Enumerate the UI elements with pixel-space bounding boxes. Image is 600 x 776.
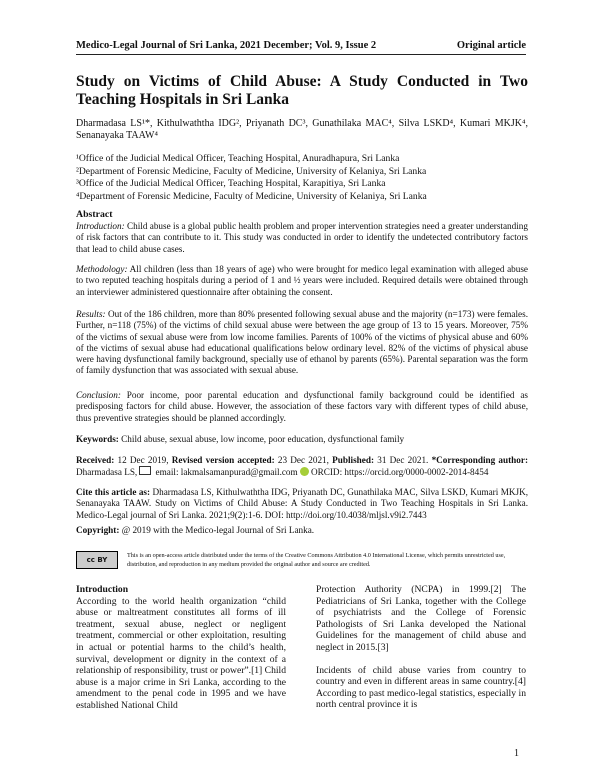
methodology-label: Methodology: <box>76 264 128 274</box>
page-number: 1 <box>514 748 519 759</box>
intro-right-column <box>316 584 526 711</box>
methodology-text: All children (less than 18 years of age) who were brought for medico legal examination with alleged abuse to two reputed teaching hospitals during a period of 1 and ½ years were included. Required details were obtained through an interviewer administered questionnaire after obtaining the consent. <box>76 264 528 297</box>
copyright-text: @ 2019 with the Medico-legal Journal of Sri Lanka. <box>121 525 315 535</box>
conclusion-text: Poor income, poor parental education and dysfunctional family background could be identified as predisposing factors for child abuse. However, the association of these factors vary with different types of child abuse, thus preventive strategies should be planned accordingly. <box>76 390 528 423</box>
intro-right-paragraph-1: Protection Authority (NCPA) in 1999.[2] The Pediatricians of Sri Lanka, together with the College of psychiatrists and the College of Forensic Pathologists of Sri Lanka developed the National Guidelines for the management of child abuse and neglect in 2015.[3] <box>316 584 526 653</box>
affiliation-2: ²Department of Forensic Medicine, Faculty of Medicine, University of Kelaniya, Sri Lanka <box>76 166 427 177</box>
orcid-link[interactable]: ORCID: https://orcid.org/0000-0002-2014-8454 <box>310 467 489 478</box>
results-label: Results: <box>76 309 106 319</box>
author-list: Dharmadasa LS¹*, Kithulwaththa IDG², Priyanath DC³, Gunathilaka MAC⁴, Silva LSKD⁴, Kumari MKJK⁴, Senanayaka TAAW⁴ <box>76 118 528 141</box>
keywords-label: Keywords: <box>76 434 119 444</box>
keywords <box>76 434 528 445</box>
abstract-methodology <box>76 264 528 298</box>
published-date: 31 Dec 2021. <box>377 455 429 465</box>
corresponding-label: *Corresponding author: <box>431 455 529 465</box>
abstract-heading: Abstract <box>76 209 113 220</box>
cite-label: Cite this article as: <box>76 487 151 497</box>
abstract-introduction <box>76 221 528 255</box>
article-type: Original article <box>456 40 526 51</box>
intro-left-text: According to the world health organization “child abuse or maltreatment constitutes all forms of ill treatment, sexual abuse, neglect or negligent treatment, commercial or other exploitation, resulting in actual or potential harms to the child’s health, survival, development or dignity in the context of a relationship of responsibility, trust or power”.[1] Child abuse is a major crime in Sri Lanka, according to the amendment to the penal code in 1995 and we have established National Child <box>76 595 286 711</box>
keywords-text: Child abuse, sexual abuse, low income, poor education, dysfunctional family <box>121 434 405 444</box>
published-label: Published: <box>332 455 375 465</box>
revised-date: 23 Dec 2021, <box>277 455 329 465</box>
introduction-text: Child abuse is a global public health problem and proper intervention strategies need a greater understanding of risk factors that can contribute to it. This study was conducted in order to identify the undetected contributory factors that lead to child abuse cases. <box>76 221 528 254</box>
affiliation-1: ¹Office of the Judicial Medical Officer, Teaching Hospital, Anuradhapura, Sri Lanka <box>76 153 400 164</box>
orcid-icon <box>300 467 309 476</box>
affiliation-4: ⁴Department of Forensic Medicine, Faculty of Medicine, University of Kelaniya, Sri Lanka <box>76 191 427 202</box>
journal-name: Medico-Legal Journal of Sri Lanka, 2021 December; Vol. 9, Issue 2 <box>76 40 377 51</box>
article-dates <box>76 455 528 479</box>
received-label: Received: <box>76 455 115 465</box>
copyright-label: Copyright: <box>76 525 120 535</box>
citation <box>76 487 528 521</box>
abstract-results <box>76 309 528 377</box>
received-date: 12 Dec 2019, <box>117 455 169 465</box>
corresponding-name: Dharmadasa LS, <box>76 467 138 478</box>
license-text: This is an open-access article distributed under the terms of the Creative Commons Attribution 4.0 International License, which permits unrestricted use, distribution, and reproduction in any medium provided the original author and source are credited. <box>127 552 506 568</box>
cc-license-badge: cc BY <box>76 551 118 569</box>
running-header <box>76 40 526 51</box>
copyright <box>76 525 528 536</box>
article-title: Study on Victims of Child Abuse: A Study Conducted in Two Teaching Hospitals in Sri Lanka <box>76 73 528 108</box>
introduction-heading: Introduction <box>76 584 129 595</box>
intro-right-paragraph-2: Incidents of child abuse varies from country to country and even in different areas in same country.[4] According to past medico-legal statistics, especially in north central province it is <box>316 664 526 711</box>
envelope-icon <box>139 466 151 475</box>
conclusion-label: Conclusion: <box>76 390 121 400</box>
intro-left-column <box>76 584 286 712</box>
introduction-label: Introduction: <box>76 221 125 231</box>
header-divider <box>76 54 526 55</box>
abstract-conclusion <box>76 390 528 424</box>
corresponding-email[interactable]: email: lakmalsamanpurad@gmail.com <box>155 467 298 478</box>
affiliation-3: ³Office of the Judicial Medical Officer, Teaching Hospital, Karapitiya, Sri Lanka <box>76 178 386 189</box>
results-text: Out of the 186 children, more than 80% presented following sexual abuse and the majority (n=173) were females. Further, n=118 (75%) of the victims of child sexual abuse were between the age group of 13 to 15 years. Moreover, 75% of the victims of sexual abuse were from low income families. Parents of 100% of the victims of physical abuse and 60% of the victims of sexual abuse had educational qualifications below ordinary level. 82% of the victims of physical abuse were having dysfunctional family background, specially use of ethanol by parents (65%). Parental separation was the form of family dysfunction that was associated with sexual abuse. <box>76 309 529 376</box>
cite-text: Dharmadasa LS, Kithulwaththa IDG, Priyanath DC, Gunathilaka MAC, Silva LSKD, Kumari MKJK, Senanayaka TAAW. Study on Victims of Child Abuse: A Study Conducted in Two Teaching Hospitals in Sri Lanka. Medico-Legal journal of Sri Lanka. 2021;9(2):1-6. DOI: http://doi.org/10.4038/mljsl.v9i2.7443 <box>76 487 529 520</box>
revised-label: Revised version accepted: <box>171 455 275 465</box>
